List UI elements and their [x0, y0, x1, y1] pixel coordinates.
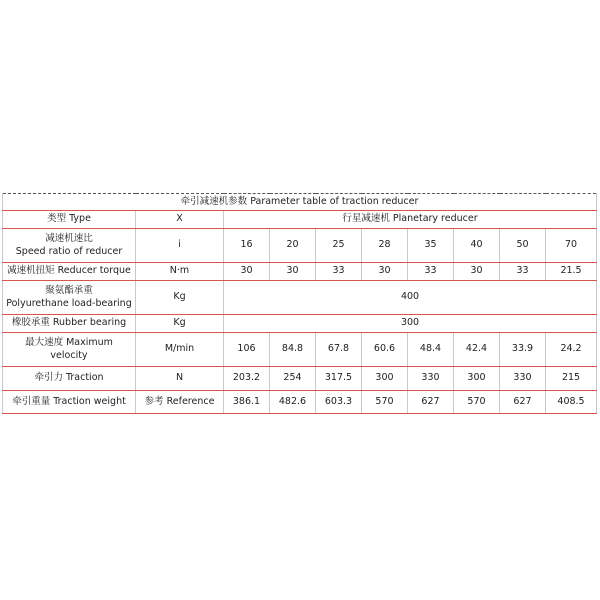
rubber-bearing-value: 300 — [224, 315, 597, 333]
table-cell: 300 — [454, 367, 500, 391]
table-cell: 330 — [408, 367, 454, 391]
table-cell: 603.3 — [316, 391, 362, 414]
traction-label: 牵引力 Traction — [3, 367, 136, 391]
table-cell: 25 — [316, 229, 362, 263]
rubber-bearing-label: 橡胶承重 Rubber bearing — [3, 315, 136, 333]
table-cell: 33.9 — [500, 333, 546, 367]
table-cell: 30 — [362, 263, 408, 281]
table-row-speed-ratio — [3, 229, 597, 263]
table-cell: 40 — [454, 229, 500, 263]
table-title: 牵引减速机参数 Parameter table of traction reducer — [3, 194, 597, 211]
speed-ratio-label-cn: 减速机速比 — [45, 232, 93, 244]
table-cell: 408.5 — [546, 391, 597, 414]
type-value: 行星减速机 Planetary reducer — [224, 211, 597, 229]
table-cell: 570 — [362, 391, 408, 414]
traction-unit: N — [136, 367, 224, 391]
table-cell: 21.5 — [546, 263, 597, 281]
table-row-polyurethane — [3, 281, 597, 315]
table-cell: 627 — [500, 391, 546, 414]
reducer-torque-label: 减速机扭矩 Reducer torque — [3, 263, 136, 281]
table-cell: 30 — [270, 263, 316, 281]
max-velocity-label — [3, 333, 136, 367]
reducer-torque-unit: N·m — [136, 263, 224, 281]
table-cell: 28 — [362, 229, 408, 263]
table-title-row — [3, 194, 597, 211]
max-velocity-label-line1: 最大速度 Maximum — [25, 336, 113, 348]
parameter-table — [2, 193, 597, 414]
traction-weight-label: 牵引重量 Traction weight — [3, 391, 136, 414]
table-cell: 60.6 — [362, 333, 408, 367]
rubber-bearing-unit: Kg — [136, 315, 224, 333]
type-unit: X — [136, 211, 224, 229]
max-velocity-label-line2: velocity — [50, 349, 88, 361]
table-row-traction — [3, 367, 597, 391]
table-cell: 50 — [500, 229, 546, 263]
table-cell: 570 — [454, 391, 500, 414]
table-cell: 24.2 — [546, 333, 597, 367]
table-cell: 84.8 — [270, 333, 316, 367]
polyurethane-label — [3, 281, 136, 315]
table-cell: 30 — [224, 263, 270, 281]
table-cell: 627 — [408, 391, 454, 414]
table-row-rubber-bearing — [3, 315, 597, 333]
table-cell: 300 — [362, 367, 408, 391]
table-cell: 48.4 — [408, 333, 454, 367]
table-cell: 33 — [500, 263, 546, 281]
speed-ratio-label-en: Speed ratio of reducer — [15, 245, 123, 257]
table-row-reducer-torque — [3, 263, 597, 281]
table-cell: 67.8 — [316, 333, 362, 367]
table-cell: 42.4 — [454, 333, 500, 367]
table-cell: 106 — [224, 333, 270, 367]
max-velocity-unit: M/min — [136, 333, 224, 367]
table-cell: 386.1 — [224, 391, 270, 414]
table-cell: 215 — [546, 367, 597, 391]
table-cell: 35 — [408, 229, 454, 263]
table-cell: 30 — [454, 263, 500, 281]
parameter-table-container — [2, 193, 596, 414]
table-cell: 203.2 — [224, 367, 270, 391]
table-row-type — [3, 211, 597, 229]
polyurethane-label-cn: 聚氨酯承重 — [45, 284, 93, 296]
polyurethane-unit: Kg — [136, 281, 224, 315]
table-cell: 20 — [270, 229, 316, 263]
table-cell: 330 — [500, 367, 546, 391]
polyurethane-value: 400 — [224, 281, 597, 315]
table-cell: 16 — [224, 229, 270, 263]
table-cell: 70 — [546, 229, 597, 263]
speed-ratio-unit: i — [136, 229, 224, 263]
type-label: 类型 Type — [3, 211, 136, 229]
table-cell: 33 — [408, 263, 454, 281]
table-cell: 317.5 — [316, 367, 362, 391]
table-row-traction-weight — [3, 391, 597, 414]
polyurethane-label-en: Polyurethane load-bearing — [6, 297, 132, 309]
table-cell: 482.6 — [270, 391, 316, 414]
table-row-max-velocity — [3, 333, 597, 367]
table-cell: 254 — [270, 367, 316, 391]
table-cell: 33 — [316, 263, 362, 281]
traction-weight-unit: 参考 Reference — [136, 391, 224, 414]
speed-ratio-label — [3, 229, 136, 263]
